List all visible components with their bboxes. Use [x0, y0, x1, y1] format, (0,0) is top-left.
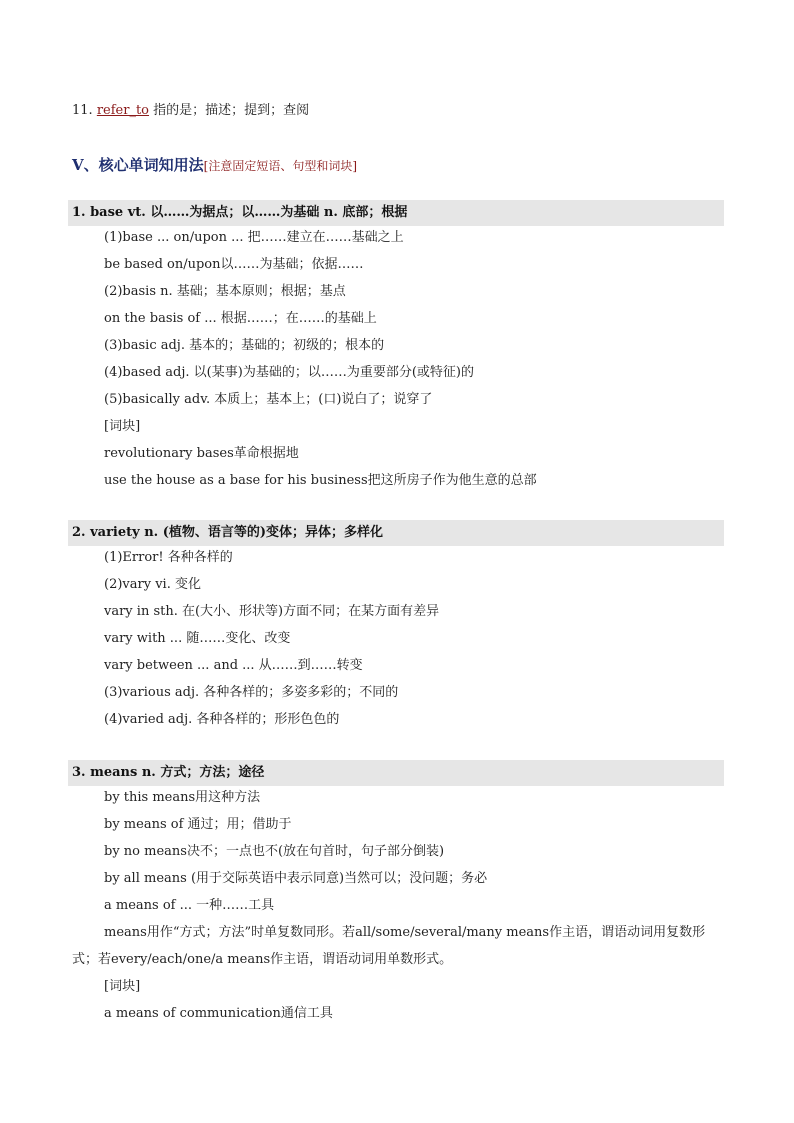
- entry-line: (2)basis n. 基础；基本原则；根据；基点: [104, 284, 346, 299]
- entry-line: vary in sth. 在(大小、形状等)方面不同；在某方面有差异: [104, 604, 440, 619]
- entry-line: a means of ... 一种……工具: [104, 898, 275, 913]
- entry-header-variety: 2. variety n. (植物、语言等的)变体；异体；多样化: [72, 525, 384, 540]
- refer-to-link[interactable]: refer_to: [96, 103, 150, 118]
- entry-header-base: 1. base vt. 以……为据点；以……为基础 n. 底部；根据: [72, 205, 408, 220]
- entry-line: [词块]: [104, 419, 141, 434]
- entry-line: by all means (用于交际英语中表示同意)当然可以；没问题；务必: [104, 871, 488, 886]
- entry-line: by no means决不；一点也不(放在句首时，句子部分倒装): [104, 844, 445, 859]
- entry-line: (2)vary vi. 变化: [104, 577, 201, 592]
- section-title: [72, 154, 357, 175]
- entry-header-means: 3. means n. 方式；方法；途径: [72, 765, 265, 780]
- entry-line: vary between ... and ... 从……到……转变: [104, 658, 363, 673]
- entry-line: [词块]: [104, 979, 141, 994]
- section-title-text: V、核心单词知用法: [72, 156, 204, 174]
- section-note: [注意固定短语、句型和词块]: [203, 159, 358, 173]
- item-meaning: 指的是；描述；提到；查阅: [153, 103, 310, 118]
- entry-line: by this means用这种方法: [104, 790, 261, 805]
- vocab-item-11: [72, 102, 309, 120]
- entry-line: by means of 通过；用；借助于: [104, 817, 292, 832]
- entry-line: (4)varied adj. 各种各样的；形形色色的: [104, 712, 340, 727]
- entry-line: on the basis of ... 根据……；在……的基础上: [104, 311, 377, 326]
- entry-line: revolutionary bases革命根据地: [104, 446, 299, 461]
- entry-line: be based on/upon以……为基础；依据……: [104, 257, 364, 272]
- entry-line: a means of communication通信工具: [104, 1006, 333, 1021]
- entry-line: (5)basically adv. 本质上；基本上；(口)说白了；说穿了: [104, 392, 433, 407]
- usage-note-paragraph: means用作“方式；方法”时单复数同形。若all/some/several/many means作主语，谓语动词用复数形式；若every/each/one/a means作主语，谓语动词用单数形式。: [72, 925, 706, 967]
- entry-line: use the house as a base for his business把这所房子作为他生意的总部: [104, 473, 537, 488]
- entry-line: (1)base ... on/upon ... 把……建立在……基础之上: [104, 230, 404, 245]
- entry-line: vary with ... 随……变化、改变: [104, 631, 291, 646]
- entry-line: (3)basic adj. 基本的；基础的；初级的；根本的: [104, 338, 385, 353]
- entry-line: (4)based adj. 以(某事)为基础的；以……为重要部分(或特征)的: [104, 365, 474, 380]
- item-number: 11.: [72, 103, 93, 118]
- entry-line: (3)various adj. 各种各样的；多姿多彩的；不同的: [104, 685, 399, 700]
- entry-line: (1)Error! 各种各样的: [104, 550, 233, 565]
